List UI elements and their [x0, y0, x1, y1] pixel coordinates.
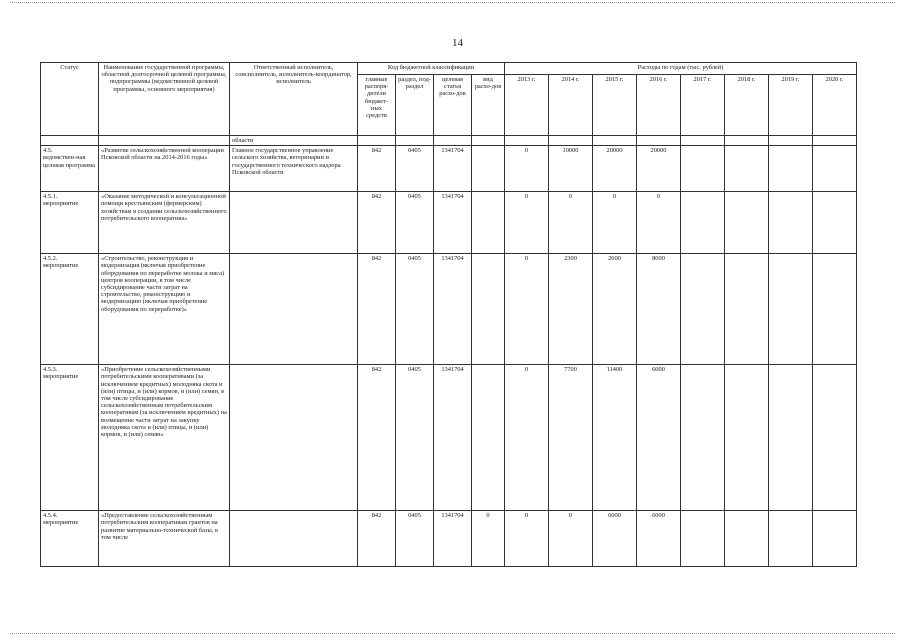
- header-status: Статус: [41, 63, 99, 136]
- row-value-2017: [681, 254, 725, 365]
- row-value-2018: [725, 365, 769, 511]
- row-value-2013: 0: [505, 254, 549, 365]
- header-year-2017: 2017 г.: [681, 75, 725, 136]
- row-id: 4.5.1.: [43, 193, 58, 201]
- header-year-2014: 2014 г.: [549, 75, 593, 136]
- row-value-2013: 0: [505, 511, 549, 567]
- table-row: [41, 365, 857, 511]
- table-row: [41, 146, 857, 192]
- row-grbs: 842: [358, 511, 396, 567]
- row-executor: [230, 192, 358, 254]
- row-status: мероприятие: [43, 519, 79, 527]
- page-number: 14: [452, 37, 463, 49]
- header-year-2019: 2019 г.: [769, 75, 813, 136]
- row-id: 4.5.: [43, 147, 53, 155]
- row-executor: [230, 254, 358, 365]
- row-value-2017: [681, 365, 725, 511]
- program-table: [40, 62, 857, 567]
- row-kind: [472, 192, 505, 254]
- row-value-2013: 0: [505, 365, 549, 511]
- table-row: [41, 254, 857, 365]
- row-value-2014: 7700: [549, 365, 593, 511]
- header-expenses: Расходы по годам (тыс. рублей): [505, 63, 857, 75]
- header-year-2018: 2018 г.: [725, 75, 769, 136]
- row-value-2015: 11400: [593, 365, 637, 511]
- row-grbs: 842: [358, 365, 396, 511]
- header-name: Наименование государственной программы, областной долгосрочной целевой программы, подпрограммы (ведомственной целевой программы, основного мероприятия): [99, 63, 230, 136]
- header-year-2016: 2016 г.: [637, 75, 681, 136]
- row-target: 1341704: [434, 146, 472, 192]
- row-section: 0405: [396, 511, 434, 567]
- row-target: 1341704: [434, 254, 472, 365]
- row-value-2019: [769, 192, 813, 254]
- row-status: ведомствен-ная целевая программа: [43, 154, 95, 169]
- row-value-2016: 20000: [637, 146, 681, 192]
- row-name: «Приобретение сельскохозяйственными потребительскими кооперативами (за исключением кредитных) молодняка скота и (или) птицы, и (или) кормов, и (или) семян, в том числе субсидирование сельскохозяйственным потребительским кооперативам (за исключением кредитных) на возмещение части затрат на закупку молодняка скота и (или) птицы, и (или) кормов, и (или) семян»: [99, 365, 230, 511]
- row-id: 4.5.2.: [43, 255, 58, 263]
- row-status: мероприятие: [43, 373, 79, 381]
- bottom-scan-edge: [10, 633, 895, 635]
- header-year-2013: 2013 г.: [505, 75, 549, 136]
- row-value-2016: 0: [637, 192, 681, 254]
- row-id: 4.5.3.: [43, 366, 58, 374]
- row-kind: [472, 146, 505, 192]
- row-id: 4.5.4.: [43, 512, 58, 520]
- row-value-2017: [681, 511, 725, 567]
- row-section: 0405: [396, 254, 434, 365]
- row-kind: [472, 254, 505, 365]
- header-target: целевая статья расхо-дов: [434, 75, 472, 136]
- row-value-2020: [813, 511, 857, 567]
- header-year-2020: 2020 г.: [813, 75, 857, 136]
- header-section: раздел, под-раздел: [396, 75, 434, 136]
- row-value-2019: [769, 511, 813, 567]
- row-name: «Предоставление сельскохозяйственным потребительским кооперативам грантов на развитие материально-технической базы, в том числе: [99, 511, 230, 567]
- table-row: [41, 192, 857, 254]
- row-value-2013: 0: [505, 146, 549, 192]
- row-value-2016: 8000: [637, 254, 681, 365]
- row-name: «Развитие сельскохозяйственной кооперации Псковской области на 2014-2016 годы»: [99, 146, 230, 192]
- row-value-2020: [813, 365, 857, 511]
- row-value-2015: 6000: [593, 511, 637, 567]
- row-section: 0405: [396, 192, 434, 254]
- top-scan-edge: [10, 2, 895, 4]
- header-budget-code: Код бюджетной классификации: [358, 63, 505, 75]
- row-value-2014: 0: [549, 192, 593, 254]
- row-name: «Оказание методической и консультационной помощи крестьянским (фермерским) хозяйствам в создании сельскохозяйственного потребительского кооператива»: [99, 192, 230, 254]
- row-target: 1341704: [434, 192, 472, 254]
- row-value-2017: [681, 146, 725, 192]
- row-grbs: 842: [358, 192, 396, 254]
- row-value-2015: 2600: [593, 254, 637, 365]
- row-status: мероприятие: [43, 200, 79, 208]
- row-value-2013: 0: [505, 192, 549, 254]
- row-value-2017: [681, 192, 725, 254]
- row-value-2015: 0: [593, 192, 637, 254]
- row-value-2014: 2300: [549, 254, 593, 365]
- row-value-2016: 6000: [637, 511, 681, 567]
- row-value-2018: [725, 146, 769, 192]
- row-value-2020: [813, 192, 857, 254]
- row-executor: Главное государственное управление сельского хозяйства, ветеринарии и государственного технического надзора Псковской области: [230, 146, 358, 192]
- row-status: мероприятие: [43, 262, 79, 270]
- row-value-2015: 20000: [593, 146, 637, 192]
- header-kind: вид расхо-дов: [472, 75, 505, 136]
- header-executor: Ответственный исполнитель, соисполнитель, исполнитель-координатор, исполнитель: [230, 63, 358, 136]
- header-year-2015: 2015 г.: [593, 75, 637, 136]
- table-row: [41, 511, 857, 567]
- header-grbs: главные распоря-дители бюджет-ных средств: [358, 75, 396, 136]
- continuation-text: области: [230, 136, 358, 146]
- row-section: 0405: [396, 146, 434, 192]
- row-target: 1341704: [434, 365, 472, 511]
- row-kind: [472, 365, 505, 511]
- row-value-2018: [725, 192, 769, 254]
- row-name: «Строительство, реконструкция и модернизация (включая приобретение оборудования по переработке молока и мяса) центров кооперации, в том числе субсидирование части затрат на строительство, реконструкцию и модернизацию (включая приобретение оборудования по переработке)»: [99, 254, 230, 365]
- row-section: 0405: [396, 365, 434, 511]
- row-value-2019: [769, 254, 813, 365]
- row-grbs: 842: [358, 254, 396, 365]
- row-value-2019: [769, 146, 813, 192]
- row-grbs: 842: [358, 146, 396, 192]
- row-value-2018: [725, 511, 769, 567]
- row-target: 1341704: [434, 511, 472, 567]
- row-executor: [230, 365, 358, 511]
- row-value-2016: 6000: [637, 365, 681, 511]
- row-value-2014: 0: [549, 511, 593, 567]
- row-value-2018: [725, 254, 769, 365]
- row-value-2014: 10000: [549, 146, 593, 192]
- row-value-2019: [769, 365, 813, 511]
- row-executor: [230, 511, 358, 567]
- row-value-2020: [813, 254, 857, 365]
- row-value-2020: [813, 146, 857, 192]
- header-row-1: [41, 63, 857, 75]
- continuation-row: [41, 136, 857, 146]
- row-kind: 0: [472, 511, 505, 567]
